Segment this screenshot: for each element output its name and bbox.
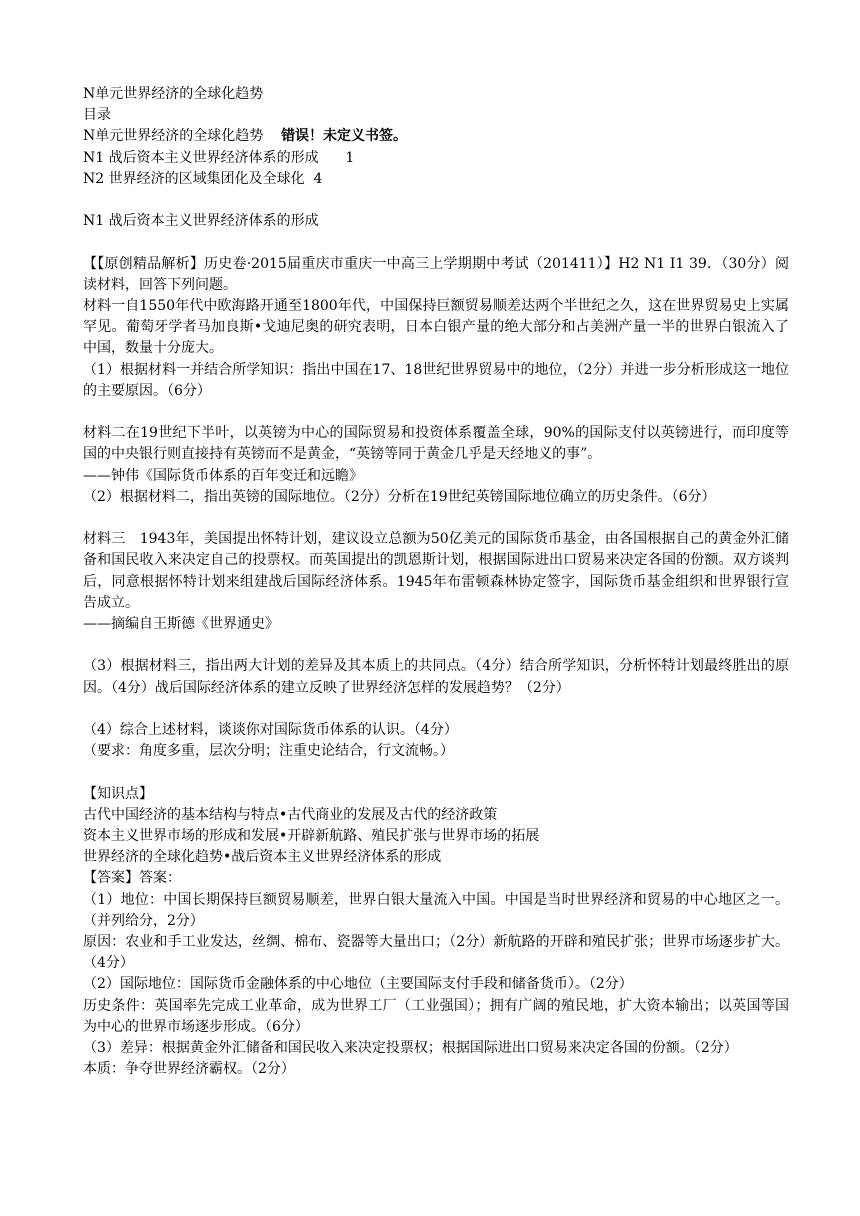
document-title: N单元世界经济的全球化趋势 bbox=[83, 86, 264, 102]
question-four-requirement: （要求：角度多重，层次分明；注重史论结合，行文流畅。） bbox=[83, 743, 454, 760]
question-source: 【【原创精品解析】历史卷·2015届重庆市重庆一中高三上学期期中考试（201411）】H2 N1 I1 39．（30分）阅读材料，回答下列问题。 bbox=[83, 255, 789, 293]
toc-entry-page: 4 bbox=[313, 170, 323, 187]
material-three: 材料三 1943年，美国提出怀特计划，建议设立总额为50亿美元的国际货币基金，由各国根据自己的黄金外汇储备和国民收入来决定自己的投票权。而英国提出的凯恩斯计划，根据国际进出口贸易来决定各国的份额。双方谈判后，同意根据怀特计划来组建战后国际经济体系。1945年布雷顿森林协定签字，国际货币基金组织和世界银行宣告成立。 bbox=[83, 531, 789, 611]
knowledge-heading: 【知识点】 bbox=[83, 785, 153, 802]
toc-entry-text: N2 世界经济的区域集团化及全球化 bbox=[83, 170, 305, 187]
toc-row[interactable] bbox=[83, 169, 789, 190]
material-three-source: ——摘编自王斯德《世界通史》 bbox=[83, 616, 279, 633]
question-three: （3）根据材料三，指出两大计划的差异及其本质上的共同点。（4分）结合所学知识，分析怀特计划最终胜出的原因。（4分）战后国际经济体系的建立反映了世界经济怎样的发展趋势？（2分） bbox=[83, 658, 789, 696]
answer-one-position: （1）地位：中国长期保持巨额贸易顺差，世界白银大量流入中国。中国是当时世界经济和贸易的中心地区之一。（并列给分，2分） bbox=[83, 891, 789, 929]
toc-entry-text: N1 战后资本主义世界经济体系的形成 bbox=[83, 149, 319, 166]
toc-row[interactable] bbox=[83, 148, 789, 169]
toc-entry-text: N单元世界经济的全球化趋势 bbox=[83, 128, 264, 145]
question-four: （4）综合上述材料，谈谈你对国际货币体系的认识。（4分） bbox=[83, 722, 458, 738]
material-two: 材料二在19世纪下半叶，以英镑为中心的国际贸易和投资体系覆盖全球，90%的国际支付以英镑进行，而印度等国的中央银行则直接持有英镑而不是黄金，“英镑等同于黄金几乎是天经地义的事”。 bbox=[83, 425, 789, 463]
material-two-source: ——钟伟《国际货币体系的百年变迁和远瞻》 bbox=[83, 467, 363, 484]
answer-one-reason: 原因：农业和手工业发达，丝绸、棉布、瓷器等大量出口；（2分）新航路的开辟和殖民扩张；世界市场逐步扩大。（4分） bbox=[83, 934, 789, 972]
question-one: （1）根据材料一并结合所学知识：指出中国在17、18世纪世界贸易中的地位，（2分）并进一步分析形成这一地位的主要原因。（6分） bbox=[83, 361, 789, 399]
answer-three-essence: 本质：争夺世界经济霸权。（2分） bbox=[83, 1061, 295, 1078]
material-one: 材料一自1550年代中欧海路开通至1800年代，中国保持巨额贸易顺差达两个半世纪之久，这在世界贸易史上实属罕见。葡萄牙学者马加良斯•戈迪尼奥的研究表明，日本白银产量的绝大部分和占美洲产量一半的世界白银流入了中国，数量十分庞大。 bbox=[83, 298, 789, 357]
toc-entry-page: 1 bbox=[345, 149, 355, 166]
section-heading: N1 战后资本主义世界经济体系的形成 bbox=[83, 213, 319, 230]
answer-two-conditions: 历史条件：英国率先完成工业革命，成为世界工厂（工业强国）；拥有广阔的殖民地，扩大资本输出；以英国等国为中心的世界市场逐步形成。（6分） bbox=[83, 997, 789, 1035]
knowledge-item: 世界经济的全球化趋势•战后资本主义世界经济体系的形成 bbox=[83, 849, 442, 866]
document-page bbox=[83, 84, 789, 1080]
question-two: （2）根据材料二，指出英镑的国际地位。（2分）分析在19世纪英镑国际地位确立的历史条件。（6分） bbox=[83, 488, 716, 505]
toc-row[interactable] bbox=[83, 126, 789, 147]
toc-heading: 目录 bbox=[83, 107, 111, 124]
answer-three-difference: （3）差异：根据黄金外汇储备和国民收入来决定投票权；根据国际进出口贸易来决定各国的份额。（2分） bbox=[83, 1040, 738, 1057]
answer-heading: 【答案】答案： bbox=[83, 870, 181, 887]
answer-two-position: （2）国际地位：国际货币金融体系的中心地位（主要国际支付手段和储备货币）。（2分） bbox=[83, 976, 633, 993]
knowledge-item: 资本主义世界市场的形成和发展•开辟新航路、殖民扩张与世界市场的拓展 bbox=[83, 828, 540, 844]
toc-entry-page: 错误！未定义书签。 bbox=[281, 128, 408, 145]
knowledge-item: 古代中国经济的基本结构与特点•古代商业的发展及古代的经济政策 bbox=[83, 806, 498, 823]
